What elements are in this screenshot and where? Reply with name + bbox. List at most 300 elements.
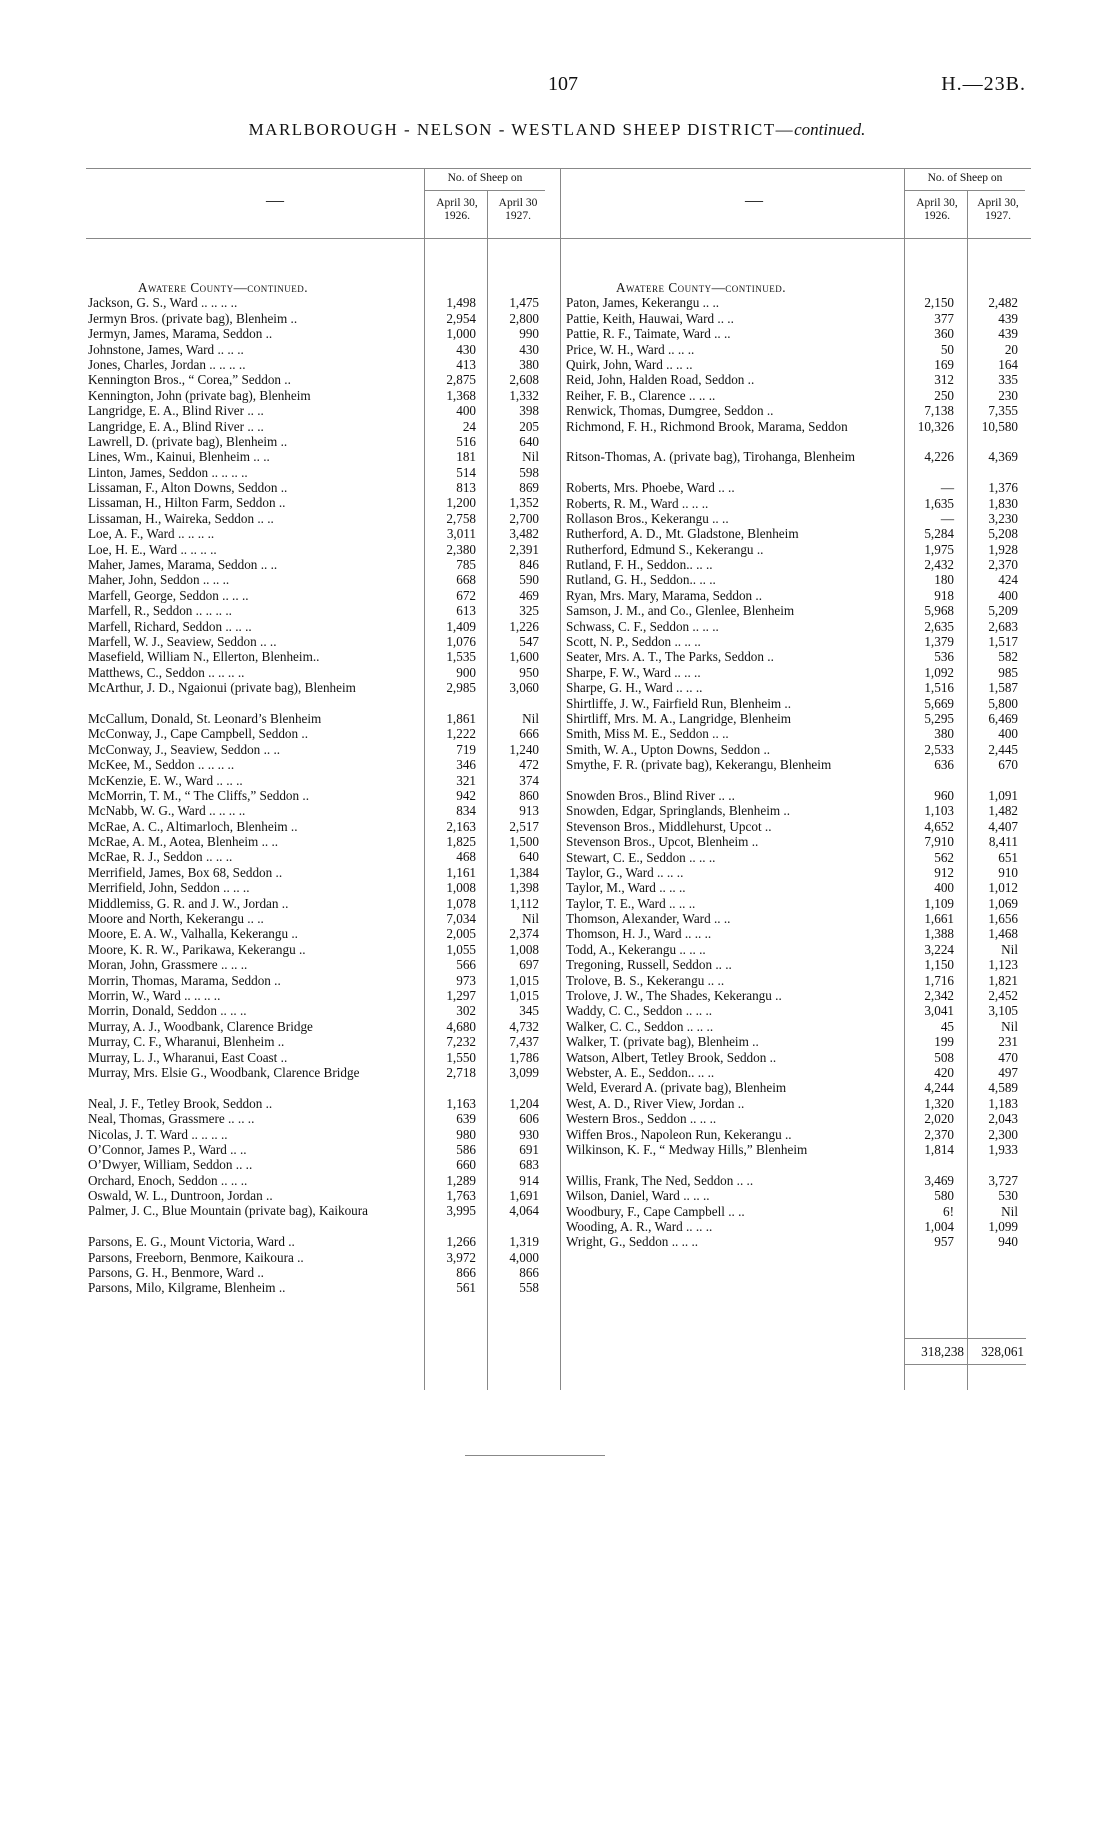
table-row (566, 680, 1026, 695)
table-row (566, 1142, 1026, 1173)
row-value-1927: 1,600 (509, 649, 539, 665)
row-value-1926: 24 (462, 418, 476, 434)
row-name: Smith, W. A., Upton Downs, Seddon .. (566, 741, 771, 757)
table-row (566, 342, 1026, 357)
row-value-1926: 1,004 (924, 1218, 954, 1234)
row-value-1926: 5,295 (924, 710, 954, 726)
row-value-1927: 1,012 (988, 880, 1018, 896)
row-value-1927: 558 (519, 1280, 539, 1296)
row-name: Price, W. H., Ward .. .. .. (566, 341, 695, 357)
table-row (566, 926, 1026, 941)
row-value-1927: 430 (519, 341, 539, 357)
table-row (566, 1111, 1026, 1126)
table-row (88, 865, 548, 880)
row-value-1926: — (940, 480, 954, 496)
total-1927: 328,061 (981, 1344, 1024, 1359)
row-value-1926: 1,076 (446, 633, 476, 649)
row-name: Matthews, C., Seddon .. .. .. .. (88, 664, 245, 680)
row-value-1926: 1,368 (446, 387, 476, 403)
left-header-1927: April 30 1927. (498, 197, 538, 222)
row-value-1927: 325 (519, 603, 539, 619)
table-row (88, 326, 548, 341)
row-value-1927: 3,105 (988, 1003, 1018, 1019)
table-row (566, 1080, 1026, 1095)
row-name: Lines, Wm., Kainui, Blenheim .. .. (88, 449, 270, 465)
row-value-1927: 4,369 (988, 449, 1018, 465)
row-value-1926: 900 (456, 664, 476, 680)
table-row (88, 942, 548, 957)
row-name: McKenzie, E. W., Ward .. .. .. (88, 772, 243, 788)
total-1926: 318,238 (921, 1344, 964, 1359)
row-value-1927: 913 (519, 803, 539, 819)
table-row (566, 1204, 1026, 1219)
row-value-1926: 4,680 (446, 1018, 476, 1034)
table-row (566, 1003, 1026, 1018)
row-name: Rollason Bros., Kekerangu .. .. (566, 510, 729, 526)
row-name: Scott, N. P., Seddon .. .. .. (566, 634, 701, 650)
row-value-1926: 866 (456, 1265, 476, 1281)
row-value-1926: 2,718 (446, 1064, 476, 1080)
row-value-1926: 2,533 (924, 741, 954, 757)
row-value-1927: 400 (998, 726, 1018, 742)
row-value-1926: 50 (940, 341, 954, 357)
bottom-separator (465, 1455, 605, 1456)
row-name: Jermyn, James, Marama, Seddon .. (88, 326, 273, 342)
row-name: Stevenson Bros., Middlehurst, Upcot .. (566, 818, 772, 834)
row-value-1927: 469 (519, 587, 539, 603)
table-row (88, 1203, 548, 1234)
row-value-1926: 6! (943, 1203, 954, 1219)
table-row (566, 942, 1026, 957)
row-value-1926: 1,222 (446, 726, 476, 742)
table-row (566, 449, 1026, 480)
header-bottom-rule (86, 238, 1031, 239)
table-row (88, 1188, 548, 1203)
right-header-group: No. of Sheep on (927, 172, 1003, 184)
row-value-1926: 2,163 (446, 818, 476, 834)
left-header-1926: April 30, 1926. (436, 197, 478, 222)
row-value-1926: 4,226 (924, 449, 954, 465)
row-name: Schwass, C. F., Seddon .. .. .. (566, 618, 719, 634)
row-name: Marfell, R., Seddon .. .. .. .. (88, 603, 232, 619)
left-header-dash: — (266, 190, 284, 210)
row-value-1927: 3,230 (988, 510, 1018, 526)
row-value-1926: 1,200 (446, 495, 476, 511)
row-value-1926: 400 (934, 880, 954, 896)
heading-main: MARLBOROUGH - NELSON - WESTLAND SHEEP DISTRICT— (248, 120, 795, 139)
row-value-1927: 1,786 (509, 1049, 539, 1065)
row-value-1926: 1,103 (924, 803, 954, 819)
table-row (88, 1096, 548, 1111)
row-value-1927: 1,468 (988, 926, 1018, 942)
table-row (566, 957, 1026, 972)
row-value-1927: 1,099 (988, 1218, 1018, 1234)
row-value-1927: 985 (998, 664, 1018, 680)
table-row (566, 526, 1026, 541)
row-value-1927: 10,580 (981, 418, 1018, 434)
row-value-1927: 1,183 (988, 1095, 1018, 1111)
table-row (88, 742, 548, 757)
row-value-1927: 3,482 (509, 526, 539, 542)
row-name: McArthur, J. D., Ngaionui (private bag), Blenheim (88, 680, 356, 696)
row-value-1927: 1,384 (509, 864, 539, 880)
table-row (88, 926, 548, 941)
row-value-1927: 6,469 (988, 710, 1018, 726)
table-row (88, 357, 548, 372)
row-value-1926: 413 (456, 356, 476, 372)
row-value-1926: 346 (456, 757, 476, 773)
row-name: Renwick, Thomas, Dumgree, Seddon .. (566, 403, 774, 419)
row-value-1926: 1,000 (446, 326, 476, 342)
row-value-1926: 1,161 (446, 864, 476, 880)
table-row (88, 434, 548, 449)
row-value-1926: 10,326 (917, 418, 954, 434)
table-row (88, 788, 548, 803)
table-row (88, 1142, 548, 1157)
row-value-1927: 2,517 (509, 818, 539, 834)
row-name: Moran, John, Grassmere .. .. .. (88, 957, 248, 973)
row-value-1927: 2,043 (988, 1111, 1018, 1127)
table-row (566, 1065, 1026, 1080)
row-value-1926: 918 (934, 587, 954, 603)
row-name: Parsons, E. G., Mount Victoria, Ward .. (88, 1234, 295, 1250)
row-value-1927: 1,517 (988, 634, 1018, 650)
row-value-1926: 2,380 (446, 541, 476, 557)
row-value-1926: 562 (934, 849, 954, 865)
row-value-1926: 380 (934, 726, 954, 742)
table-row (566, 1019, 1026, 1034)
totals-bottom-rule (904, 1364, 1026, 1365)
row-name: Smythe, F. R. (private bag), Kekerangu, Blenheim (566, 757, 832, 773)
row-name: Willis, Frank, The Ned, Seddon .. .. (566, 1172, 754, 1188)
row-value-1926: 1,716 (924, 972, 954, 988)
row-value-1927: 8,411 (988, 834, 1018, 850)
table-row (566, 865, 1026, 880)
row-value-1926: 4,244 (924, 1080, 954, 1096)
row-name: Langridge, E. A., Blind River .. .. (88, 418, 264, 434)
row-value-1926: 250 (934, 387, 954, 403)
row-name: Wiffen Bros., Napoleon Run, Kekerangu .. (566, 1126, 792, 1142)
row-value-1927: 651 (998, 849, 1018, 865)
table-row (88, 419, 548, 434)
row-name: Lissaman, H., Hilton Farm, Seddon .. (88, 495, 286, 511)
row-name: Johnstone, James, Ward .. .. .. (88, 341, 244, 357)
row-name: Trolove, J. W., The Shades, Kekerangu .. (566, 988, 782, 1004)
table-row (88, 819, 548, 834)
row-value-1926: 1,814 (924, 1141, 954, 1157)
table-row (566, 1188, 1026, 1203)
row-value-1927: 1,069 (988, 895, 1018, 911)
row-value-1927: 205 (519, 418, 539, 434)
row-value-1926: 957 (934, 1234, 954, 1250)
table-row (566, 326, 1026, 341)
row-value-1927: Nil (1001, 941, 1018, 957)
row-name: Langridge, E. A., Blind River .. .. (88, 403, 264, 419)
right-column (566, 280, 1026, 1250)
table-row (566, 557, 1026, 572)
row-name: Parsons, Milo, Kilgrame, Blenheim .. (88, 1280, 286, 1296)
row-name: Webster, A. E., Seddon.. .. .. (566, 1064, 715, 1080)
table-row (566, 696, 1026, 711)
row-name: Loe, A. F., Ward .. .. .. .. (88, 526, 215, 542)
table-row (566, 588, 1026, 603)
row-value-1926: 1,379 (924, 634, 954, 650)
row-value-1927: 1,830 (988, 495, 1018, 511)
table-row (566, 665, 1026, 680)
row-name: Marfell, Richard, Seddon .. .. .. (88, 618, 252, 634)
row-value-1927: 7,355 (988, 403, 1018, 419)
row-value-1926: 586 (456, 1141, 476, 1157)
table-row (88, 1265, 548, 1280)
row-name: Marfell, W. J., Seaview, Seddon .. .. (88, 633, 277, 649)
table-row (88, 311, 548, 326)
row-value-1927: 691 (519, 1141, 539, 1157)
row-value-1926: 199 (934, 1034, 954, 1050)
row-value-1927: 598 (519, 464, 539, 480)
table-row (88, 1127, 548, 1142)
table-row (88, 603, 548, 618)
row-value-1927: 2,374 (509, 926, 539, 942)
table-row (566, 1050, 1026, 1065)
row-value-1926: 7,138 (924, 403, 954, 419)
table-row (566, 480, 1026, 495)
table-row (88, 726, 548, 741)
row-name: Stevenson Bros., Upcot, Blenheim .. (566, 834, 759, 850)
row-value-1926: 5,284 (924, 526, 954, 542)
table-row (566, 896, 1026, 911)
row-value-1926: 468 (456, 849, 476, 865)
page-heading (0, 120, 1114, 140)
row-value-1926: 834 (456, 803, 476, 819)
row-name: Snowden, Edgar, Springlands, Blenheim .. (566, 803, 791, 819)
table-row (88, 680, 548, 711)
row-value-1927: 2,482 (988, 295, 1018, 311)
table-row (566, 542, 1026, 557)
row-name: Taylor, M., Ward .. .. .. (566, 880, 686, 896)
row-name: Morrin, Donald, Seddon .. .. .. (88, 1003, 247, 1019)
row-value-1927: 1,398 (509, 880, 539, 896)
table-row (88, 1173, 548, 1188)
row-value-1927: 2,608 (509, 372, 539, 388)
table-row (88, 1050, 548, 1065)
row-name: Wilkinson, K. F., “ Medway Hills,” Blenheim (566, 1141, 808, 1157)
row-name: Lissaman, F., Alton Downs, Seddon .. (88, 480, 288, 496)
row-value-1926: 7,034 (446, 911, 476, 927)
row-name: Watson, Albert, Tetley Brook, Seddon .. (566, 1049, 777, 1065)
row-name: Kennington Bros., “ Corea,” Seddon .. (88, 372, 291, 388)
table-row (88, 773, 548, 788)
table-row (88, 449, 548, 464)
table-row (88, 1250, 548, 1265)
row-value-1927: 1,352 (509, 495, 539, 511)
row-value-1926: 636 (934, 757, 954, 773)
row-value-1927: 1,821 (988, 972, 1018, 988)
row-value-1926: 1,266 (446, 1234, 476, 1250)
row-value-1926: 3,995 (446, 1203, 476, 1219)
row-name: Wright, G., Seddon .. .. .. (566, 1234, 699, 1250)
row-name: Parsons, Freeborn, Benmore, Kaikoura .. (88, 1249, 304, 1265)
row-value-1927: 914 (519, 1172, 539, 1188)
row-value-1926: 1,825 (446, 834, 476, 850)
row-name: Jermyn Bros. (private bag), Blenheim .. (88, 310, 298, 326)
row-name: Merrifield, James, Box 68, Seddon .. (88, 864, 283, 880)
row-value-1926: 942 (456, 787, 476, 803)
row-value-1927: 590 (519, 572, 539, 588)
left-section-heading: Awatere County—continued. (138, 280, 309, 295)
row-value-1926: 5,669 (924, 695, 954, 711)
table-row (88, 1003, 548, 1018)
row-name: McRae, A. C., Altimarloch, Blenheim .. (88, 818, 298, 834)
row-value-1927: 990 (519, 326, 539, 342)
row-value-1927: 4,000 (509, 1249, 539, 1265)
row-name: Seater, Mrs. A. T., The Parks, Seddon .. (566, 649, 774, 665)
row-value-1926: 377 (934, 310, 954, 326)
row-name: Merrifield, John, Seddon .. .. .. (88, 880, 250, 896)
table-row (88, 619, 548, 634)
table-row (88, 403, 548, 418)
row-value-1927: 530 (998, 1188, 1018, 1204)
row-value-1927: 697 (519, 957, 539, 973)
row-name: Wooding, A. R., Ward .. .. .. (566, 1218, 713, 1234)
row-name: Jackson, G. S., Ward .. .. .. .. (88, 295, 238, 311)
row-value-1927: 940 (998, 1234, 1018, 1250)
table-row (88, 957, 548, 972)
table-row (566, 850, 1026, 865)
row-name: Thomson, Alexander, Ward .. .. (566, 911, 731, 927)
heading-continued: continued. (794, 120, 866, 139)
table-row (88, 649, 548, 664)
row-value-1927: 930 (519, 1126, 539, 1142)
row-value-1926: 1,661 (924, 911, 954, 927)
row-value-1926: 1,516 (924, 680, 954, 696)
row-name: Loe, H. E., Ward .. .. .. .. (88, 541, 217, 557)
row-name: Rutland, F. H., Seddon.. .. .. (566, 557, 713, 573)
row-name: Waddy, C. C., Seddon .. .. .. (566, 1003, 713, 1019)
right-header-1926: April 30, 1926. (916, 197, 958, 222)
row-value-1927: 380 (519, 356, 539, 372)
row-value-1926: 2,432 (924, 557, 954, 573)
table-row (566, 1096, 1026, 1111)
row-value-1926: 3,011 (446, 526, 476, 542)
row-name: Quirk, John, Ward .. .. .. (566, 356, 693, 372)
row-name: West, A. D., River View, Jordan .. (566, 1095, 745, 1111)
row-value-1927: 606 (519, 1111, 539, 1127)
row-value-1926: 960 (934, 787, 954, 803)
row-value-1927: 1,319 (509, 1234, 539, 1250)
row-value-1927: 5,208 (988, 526, 1018, 542)
row-name: Tregoning, Russell, Seddon .. .. (566, 957, 732, 973)
row-value-1927: 3,099 (509, 1064, 539, 1080)
table-row (88, 295, 548, 310)
row-value-1927: 950 (519, 664, 539, 680)
row-value-1926: 7,910 (924, 834, 954, 850)
table-row (88, 572, 548, 587)
row-name: Roberts, Mrs. Phoebe, Ward .. .. (566, 480, 735, 496)
row-value-1927: 470 (998, 1049, 1018, 1065)
table-row (566, 803, 1026, 818)
row-name: Richmond, F. H., Richmond Brook, Marama, Seddon (566, 418, 848, 434)
table-row (566, 911, 1026, 926)
table-row (88, 372, 548, 387)
row-value-1927: 2,800 (509, 310, 539, 326)
table-row (566, 603, 1026, 618)
row-value-1927: 231 (998, 1034, 1018, 1050)
row-value-1926: 1,550 (446, 1049, 476, 1065)
row-name: Woodbury, F., Cape Campbell .. .. (566, 1203, 745, 1219)
page-reference: H.—23B. (941, 73, 1026, 95)
row-name: Jones, Charles, Jordan .. .. .. .. (88, 356, 246, 372)
row-value-1927: 640 (519, 433, 539, 449)
row-name: Rutherford, A. D., Mt. Gladstone, Blenheim (566, 526, 799, 542)
table-row (88, 542, 548, 557)
row-value-1926: 312 (934, 372, 954, 388)
center-rule (560, 168, 561, 1390)
row-value-1927: 439 (998, 326, 1018, 342)
row-value-1927: Nil (522, 911, 539, 927)
table-row (566, 880, 1026, 895)
row-value-1926: 2,985 (446, 680, 476, 696)
row-value-1927: 5,209 (988, 603, 1018, 619)
row-name: Moore, E. A. W., Valhalla, Kekerangu .. (88, 926, 298, 942)
row-name: Trolove, B. S., Kekerangu .. .. (566, 972, 725, 988)
row-value-1927: 1,482 (988, 803, 1018, 819)
row-value-1926: 566 (456, 957, 476, 973)
row-name: Ritson-Thomas, A. (private bag), Tirohanga, Blenheim (566, 449, 855, 465)
row-value-1926: 1,763 (446, 1188, 476, 1204)
table-row (566, 619, 1026, 634)
row-value-1926: 169 (934, 356, 954, 372)
table-row (566, 511, 1026, 526)
row-name: Paton, James, Kekerangu .. .. (566, 295, 720, 311)
row-value-1926: 1,092 (924, 664, 954, 680)
row-name: Rutland, G. H., Seddon.. .. .. (566, 572, 716, 588)
row-value-1927: 335 (998, 372, 1018, 388)
table-row (566, 711, 1026, 726)
row-name: Taylor, G., Ward .. .. .. (566, 864, 684, 880)
row-value-1926: 2,954 (446, 310, 476, 326)
table-row (88, 526, 548, 541)
row-value-1926: 2,635 (924, 618, 954, 634)
row-name: Kennington, John (private bag), Blenheim (88, 387, 311, 403)
row-name: Todd, A., Kekerangu .. .. .. (566, 941, 706, 957)
totals-top-rule (904, 1338, 1026, 1339)
row-name: Morrin, Thomas, Marama, Seddon .. (88, 972, 281, 988)
table-row (88, 588, 548, 603)
left-header-group: No. of Sheep on (447, 172, 523, 184)
table-row (88, 557, 548, 572)
row-value-1927: 400 (998, 587, 1018, 603)
row-value-1926: 561 (456, 1280, 476, 1296)
row-name: Weld, Everard A. (private bag), Blenheim (566, 1080, 787, 1096)
row-value-1927: 2,370 (988, 557, 1018, 573)
row-value-1926: 973 (456, 972, 476, 988)
row-value-1927: 497 (998, 1064, 1018, 1080)
row-name: Moore and North, Kekerangu .. .. (88, 911, 264, 927)
row-name: McRae, R. J., Seddon .. .. .. (88, 849, 233, 865)
right-header-1927: April 30, 1927. (977, 197, 1019, 222)
row-value-1926: 508 (934, 1049, 954, 1065)
row-name: Morrin, W., Ward .. .. .. .. (88, 987, 221, 1003)
row-value-1926: 1,535 (446, 649, 476, 665)
row-value-1927: 1,123 (988, 957, 1018, 973)
row-value-1927: 4,589 (988, 1080, 1018, 1096)
row-name: McCallum, Donald, St. Leonard’s Blenheim (88, 710, 322, 726)
row-name: Western Bros., Seddon .. .. .. (566, 1111, 717, 1127)
row-value-1926: 360 (934, 326, 954, 342)
table-row (88, 665, 548, 680)
row-value-1927: 1,587 (988, 680, 1018, 696)
table-row (88, 711, 548, 726)
